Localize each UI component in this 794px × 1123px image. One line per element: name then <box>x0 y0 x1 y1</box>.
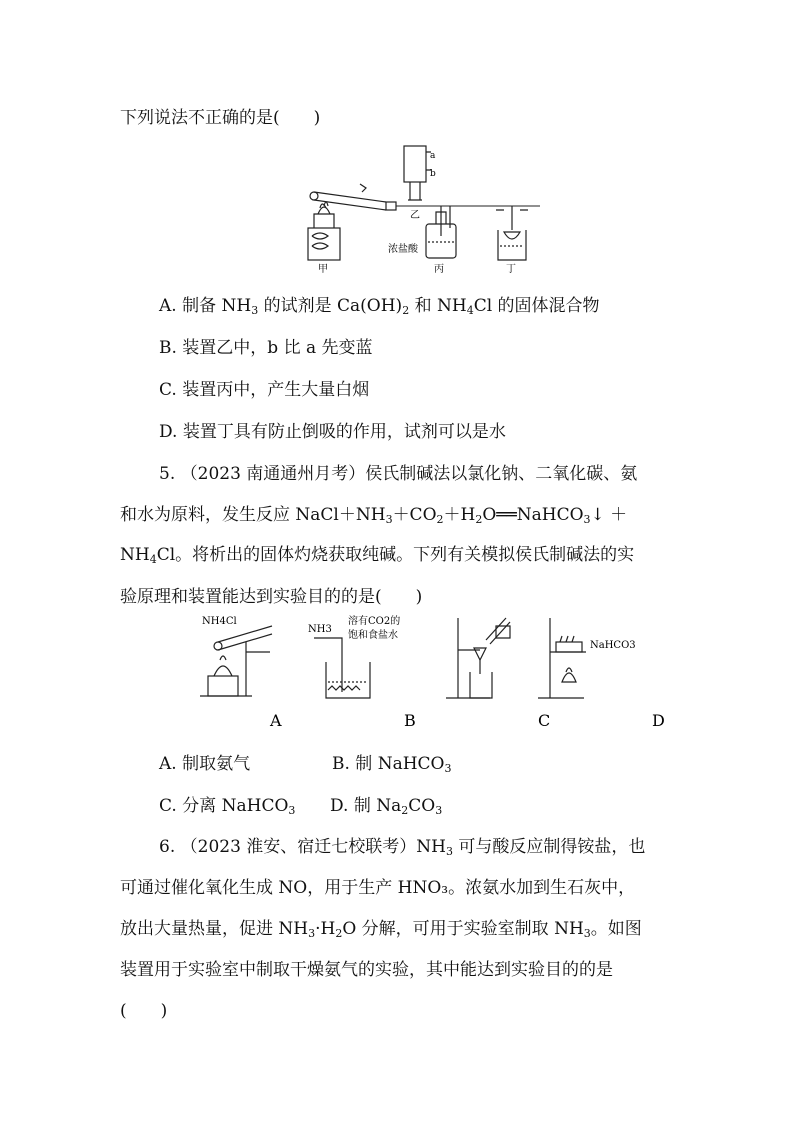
q4-apparatus-figure <box>300 140 540 278</box>
label-bing: 丙 <box>434 264 444 275</box>
label-nahco3: NaHCO3 <box>590 640 636 651</box>
q4-option-d: D. 装置丁具有防止倒吸的作用，试剂可以是水 <box>159 422 506 442</box>
q5-apparatus-figure <box>190 612 680 736</box>
label-A: A <box>270 711 282 730</box>
q5-option-d: D. 制 $Na_2CO_3$ <box>330 796 443 817</box>
q5-option-a: A. 制取氨气 <box>159 754 251 774</box>
q5-line-2: 和水为原料，发生反应 $NaCl+NH_3+CO_2+H_2O══NaHCO_3↓$ ＋ <box>120 505 628 526</box>
label-nh4cl: NH4Cl <box>202 616 237 627</box>
q6-line-4: 装置用于实验室中制取干燥氨气的实验，其中能达到实验目的的是 <box>120 960 613 980</box>
label-yi: 乙 <box>410 210 420 221</box>
q5-option-c: C. 分离 NaHCO$_3$ <box>159 796 296 817</box>
label-nh3: NH3 <box>308 624 332 635</box>
q5-line-3: $NH_4Cl$。将析出的固体灼烧获取纯碱。下列有关模拟侯氏制碱法的实 <box>120 545 635 566</box>
q6-line-3: 放出大量热量，促进 $NH_3\cdot H_2O$ 分解，可用于实验室制取 $NH_3$。如图 <box>120 919 642 940</box>
q5-line-4: 验原理和装置能达到实验目的的是( ) <box>120 587 423 607</box>
label-jia: 甲 <box>318 264 328 275</box>
q6-line-1: 6. （2023 淮安、宿迁七校联考）$NH_3$ 可与酸反应制得铵盐，也 <box>159 837 646 858</box>
burner-block-a <box>208 676 238 696</box>
label-ding: 丁 <box>506 264 516 275</box>
label-C: C <box>538 711 551 730</box>
label-co2-line1: 溶有CO2的 <box>348 616 401 627</box>
label-acid: 浓盐酸 <box>388 244 418 255</box>
q4-option-a: A. 制备 $NH_3$ 的试剂是 $Ca(OH)_2$ 和 $NH_4Cl$ 的固体混合物 <box>159 296 600 317</box>
q6-line-2: 可通过催化氧化生成 NO，用于生产 HNO₃。浓氨水加到生石灰中， <box>120 878 636 898</box>
label-co2-line2: 饱和食盐水 <box>348 630 398 641</box>
q5-option-b: B. 制 NaHCO$_3$ <box>332 754 452 775</box>
q5-line-1: 5. （2023 南通通州月考）侯氏制碱法以氯化钠、二氧化碳、氨 <box>159 464 638 484</box>
q4-stem: 下列说法不正确的是( ) <box>120 108 321 128</box>
label-b: b <box>430 169 436 179</box>
q6-line-5: ( ) <box>120 1001 168 1021</box>
q4-option-c: C. 装置丙中，产生大量白烟 <box>159 380 370 400</box>
label-D: D <box>652 711 665 730</box>
label-B: B <box>404 711 416 730</box>
label-a: a <box>430 151 436 161</box>
q4-option-b: B. 装置乙中，b 比 a 先变蓝 <box>159 338 373 358</box>
